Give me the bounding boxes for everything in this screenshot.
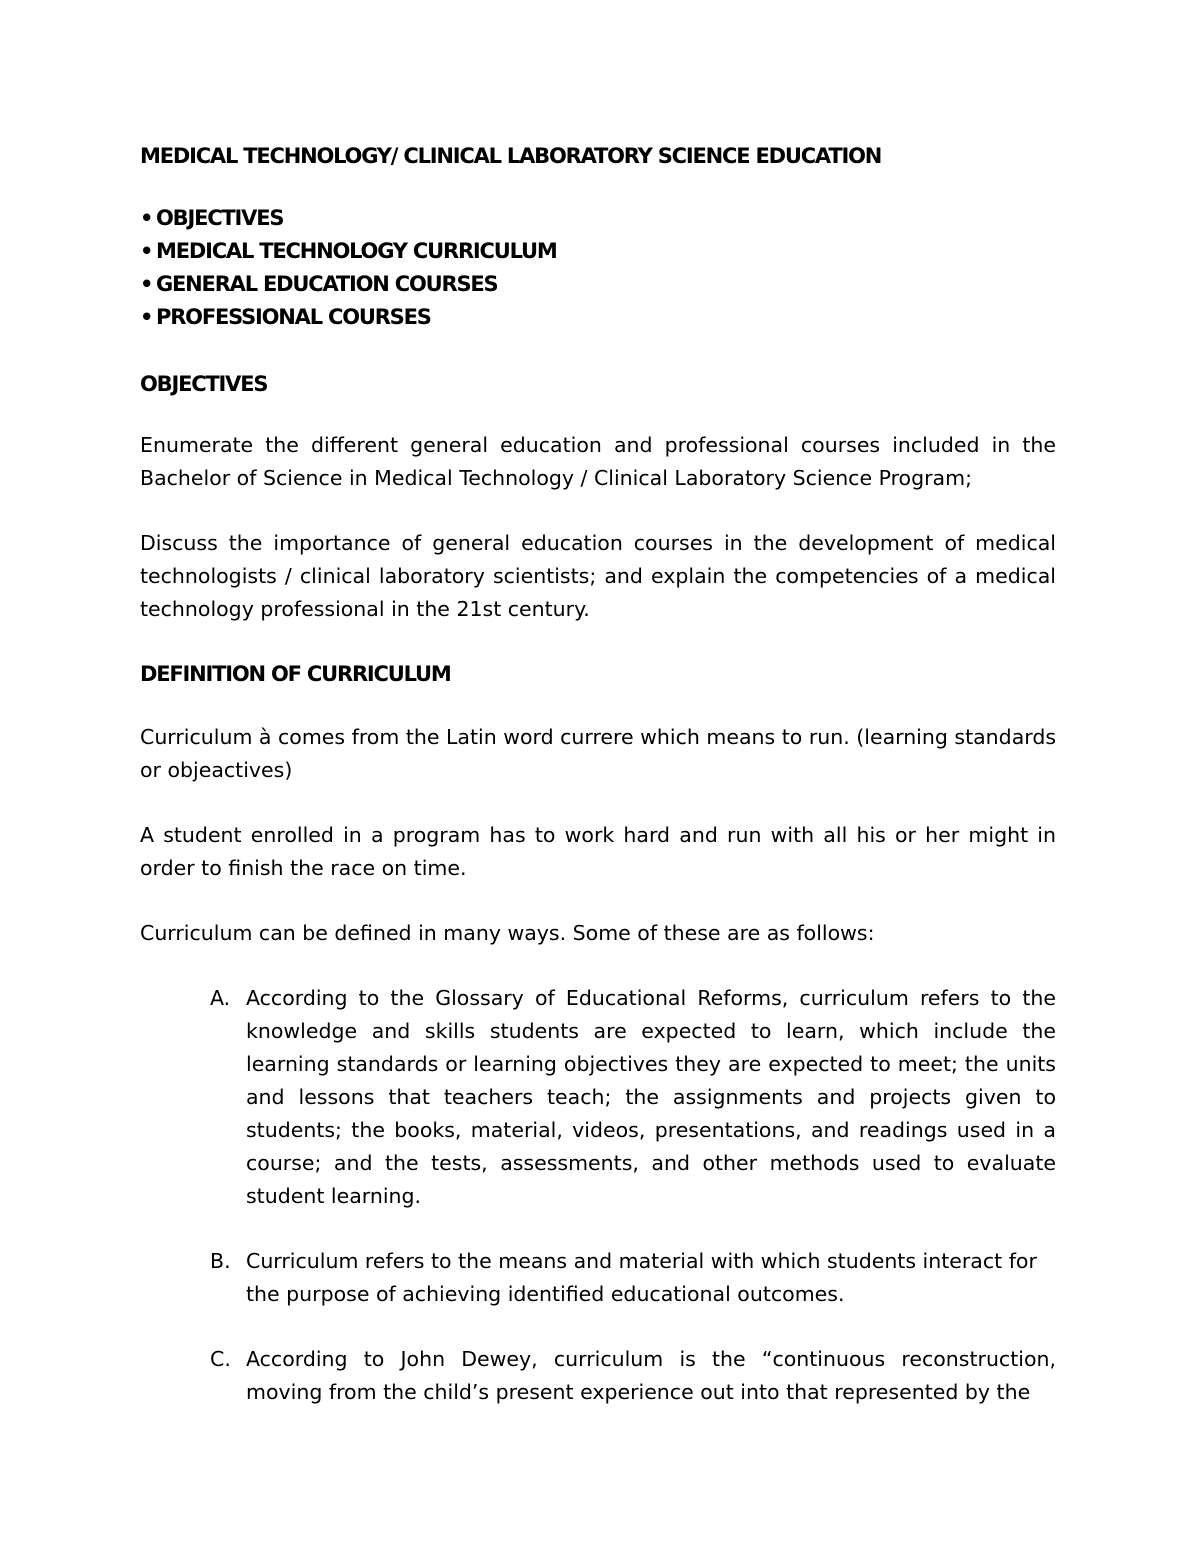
- bullet-icon: •: [140, 206, 153, 230]
- document-page: [140, 140, 1056, 1441]
- definition-text: Curriculum refers to the means and material with which students interact for the purpose of achieving identified educational outcomes.: [246, 1249, 1037, 1306]
- document-title: MEDICAL TECHNOLOGY/ CLINICAL LABORATORY SCIENCE EDUCATION: [140, 144, 882, 168]
- definition-heading: DEFINITION OF CURRICULUM: [140, 662, 451, 686]
- objectives-paragraph: Discuss the importance of general education courses in the development of medical technologists / clinical laboratory scientists; and explain the competencies of a medical technology professional in the 21st century.: [140, 531, 1056, 621]
- list-marker: A.: [210, 986, 231, 1010]
- definition-item: [140, 1343, 1056, 1409]
- definition-text: According to the Glossary of Educational Reforms, curriculum refers to the knowledge and skills students are expected to learn, which include the learning standards or learning objectives they are expected to meet; the units and lessons that teachers teach; the assignments and projects given to students; the books, material, videos, presentations, and readings used in a course; and the tests, assessments, and other methods used to evaluate student learning.: [246, 986, 1056, 1208]
- definition-text: According to John Dewey, curriculum is the “continuous reconstruction, moving from the child’s present experience out into that represented by the: [246, 1347, 1056, 1404]
- objectives-paragraph: Enumerate the different general education and professional courses included in the Bachelor of Science in Medical Technology / Clinical Laboratory Science Program;: [140, 433, 1056, 490]
- topic-item-professional: • PROFESSIONAL COURSES: [140, 301, 1056, 334]
- bullet-icon: •: [140, 305, 153, 329]
- definition-paragraph: A student enrolled in a program has to work hard and run with all his or her might in order to finish the race on time.: [140, 823, 1056, 880]
- definition-item: [140, 1245, 1056, 1311]
- definition-paragraph: Curriculum can be defined in many ways. Some of these are as follows:: [140, 921, 875, 945]
- topic-item-general-education: • GENERAL EDUCATION COURSES: [140, 268, 1056, 301]
- bullet-icon: •: [140, 239, 153, 263]
- topic-item-objectives: • OBJECTIVES: [140, 202, 1056, 235]
- topics-list: [140, 202, 1056, 334]
- list-marker: B.: [210, 1249, 231, 1273]
- list-marker: C.: [210, 1347, 231, 1371]
- topic-item-curriculum: • MEDICAL TECHNOLOGY CURRICULUM: [140, 235, 1056, 268]
- definitions-list: [140, 982, 1056, 1409]
- definition-paragraph: Curriculum à comes from the Latin word currere which means to run. (learning standards or objeactives): [140, 725, 1057, 782]
- bullet-icon: •: [140, 272, 153, 296]
- objectives-heading: OBJECTIVES: [140, 372, 268, 396]
- definition-item: [140, 982, 1056, 1213]
